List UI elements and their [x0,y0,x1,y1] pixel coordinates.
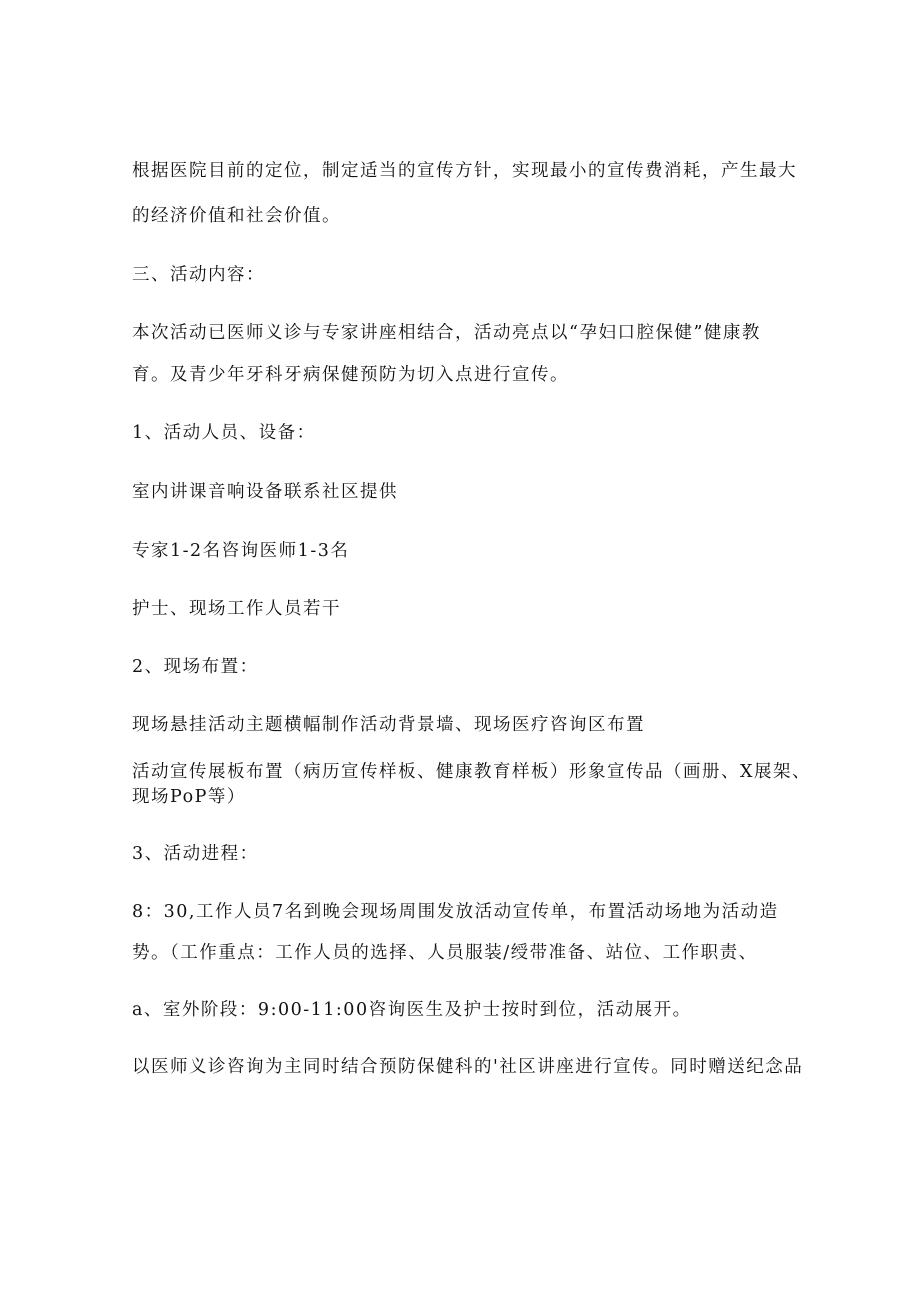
item-3-heading: 3、活动进程： [132,844,259,864]
staff-nurses-text: 护士、现场工作人员若干 [132,599,341,619]
item-1-heading: 1、活动人员、设备： [132,423,316,443]
layout-line-3: 现场PoP等） [132,787,246,807]
content-paragraph-line-2: 育。及青少年牙科牙病保健预防为切入点进行宣传。 [132,365,569,385]
layout-line-2: 活动宣传展板布置（病历宣传样板、健康教育样板）形象宣传品（画册、X展架、 [132,762,811,782]
intro-line-1: 根据医院目前的定位，制定适当的宣传方针，实现最小的宣传费消耗，产生最大 [132,161,797,181]
section-3-heading: 三、活动内容： [132,265,265,285]
stage-a-text: a、室外阶段：9:00-11:00咨询医生及护士按时到位，活动展开。 [132,1000,692,1020]
intro-line-2: 的经济价值和社会价值。 [132,206,341,226]
schedule-line-1: 8：30,工作人员7名到晚会现场周围发放活动宣传单，布置活动场地为活动造 [132,902,779,922]
promotion-text: 以医师义诊咨询为主同时结合预防保健科的'社区讲座进行宣传。同时赠送纪念品 [132,1057,804,1077]
equipment-text: 室内讲课音响设备联系社区提供 [132,482,398,502]
item-2-heading: 2、现场布置： [132,657,259,677]
layout-line-1: 现场悬挂活动主题横幅制作活动背景墙、现场医疗咨询区布置 [132,715,645,735]
staff-experts-text: 专家1-2名咨询医师1-3名 [132,541,350,561]
schedule-line-2: 势。（工作重点：工作人员的选择、人员服装/绶带准备、站位、工作职责、 [132,943,758,963]
content-paragraph-line-1: 本次活动已医师义诊与专家讲座相结合，活动亮点以“孕妇口腔保健”健康教 [132,323,761,343]
